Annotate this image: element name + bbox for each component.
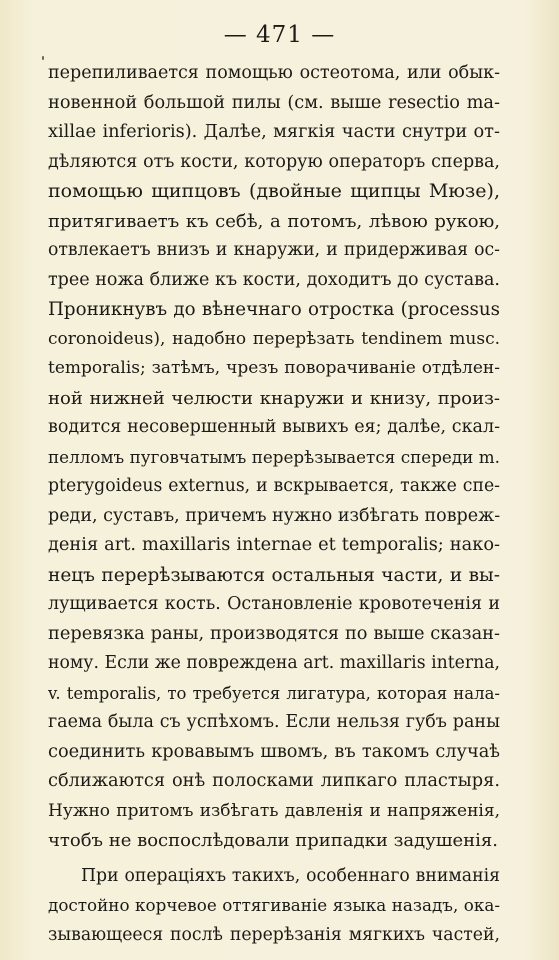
text-line: перепиливается помощью остеотома, или обык- (48, 63, 500, 83)
text-line: coronoideus), надобно перерѣзать tendinem musc. (48, 328, 500, 349)
text-line: денія art. maxillaris internae et temporalis; нако- (48, 535, 500, 555)
text-line: xillae inferioris). Далѣе, мягкія части снутри от- (48, 122, 500, 142)
body-text (48, 59, 500, 950)
text-line: притягиваетъ къ себѣ, а потомъ, лѣвою рукою, (48, 210, 500, 232)
text-line: новенной большой пилы (см. выше resectio ma- (48, 92, 500, 113)
paragraph-start-line: При операціяхъ такихъ, особеннаго вниманія (81, 865, 500, 886)
paragraph-end-line: чтобъ не воспослѣдовали припадки задушенія. (48, 830, 499, 851)
text-line: pterygoideus externus, и вскрывается, также спе- (48, 476, 500, 496)
text-line: отвлекаетъ внизъ и кнаружи, и придерживая ос- (48, 240, 500, 260)
text-line: ному. Если же повреждена art. maxillaris interna, (48, 653, 500, 673)
text-line: нецъ перерѣзываются остальныя части, и вы- (48, 564, 500, 586)
text-line: пелломъ пуговчатымъ перерѣзывается спереди m. (48, 446, 500, 467)
page-number: — 471 — (223, 22, 336, 48)
text-line: достойно корчевое оттягиваніе языка назадъ, ока- (48, 895, 500, 915)
text-line: перевязка раны, производятся по выше сказан- (48, 623, 500, 644)
text-line: v. temporalis, то требуется лигатура, которая нала- (48, 683, 500, 703)
text-line: зывающееся послѣ перерѣзанія мягкихъ частей, (48, 924, 500, 945)
text-line: дѣляются отъ кости, которую операторъ сперва, (48, 151, 500, 172)
text-line: лущивается кость. Остановленіе кровотеченія и (48, 594, 500, 614)
text-line: гаема была съ успѣхомъ. Если нельзя губъ раны (48, 712, 500, 732)
text-line: Проникнувъ до вѣнечнаго отростка (processus (48, 299, 500, 320)
text-line: temporalis; затѣмъ, чрезъ поворачиваніе отдѣлен- (48, 358, 500, 378)
text-line: водится несовершенный вывихъ ея; далѣе, скал- (48, 417, 500, 437)
text-line: сближаются онѣ полосками липкаго пластыря. (48, 771, 500, 791)
text-line: соединить кровавымъ швомъ, въ такомъ случаѣ (48, 741, 500, 762)
text-line: помощью щипцовъ (двойные щипцы Мюзе), (48, 180, 500, 202)
text-line: Нужно притомъ избѣгать давленія и напряженія, (48, 800, 500, 821)
text-line: ной нижней челюсти кнаружи и книзу, произ- (48, 387, 500, 409)
text-line: реди, суставъ, причемъ нужно избѣгать повреж- (48, 505, 500, 526)
print-speck (42, 56, 44, 60)
text-line: трее ножа ближе къ кости, доходитъ до сустава. (48, 269, 500, 290)
